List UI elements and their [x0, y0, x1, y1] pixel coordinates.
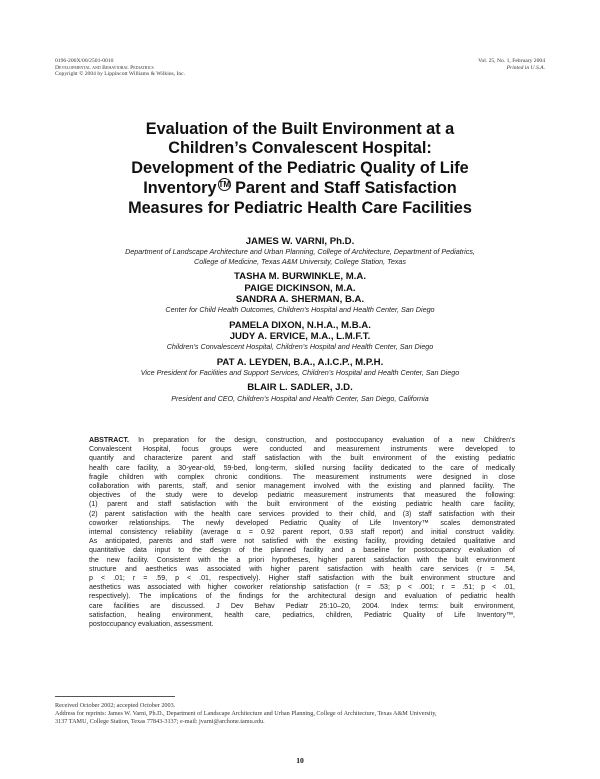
abstract-line: (2) parent satisfaction with the health care services provided to their child, and (3) staff satisfaction with their — [89, 510, 515, 518]
printed-in: Printed in U.S.A. — [506, 64, 545, 71]
abstract-line: aesthetics was associated with higher coworker relationship satisfaction (r = .53; p < .001; r = .51; p < .01, — [89, 584, 515, 592]
footnote-divider — [55, 696, 175, 697]
abstract-line: quantify and characterize parent and staff satisfaction with the built environment of the existing pediatric — [89, 455, 515, 463]
title-line-1: Evaluation of the Built Environment at a — [145, 120, 455, 138]
author-dixon: PAMELA DIXON, N.H.A., M.B.A. — [229, 319, 371, 331]
affiliation-3: Children’s Convalescent Hospital, Children’s Hospital and Health Center, San Diego — [166, 342, 434, 351]
abstract-line: the new facility. Consistent with the a priori hypotheses, higher parent satisfaction with the built environment — [89, 556, 515, 564]
trademark-symbol: TM — [218, 180, 231, 190]
author-ervice: JUDY A. ERVICE, M.A., L.M.F.T. — [229, 330, 371, 342]
affiliation-2: Center for Child Health Outcomes, Children’s Hospital and Health Center, San Diego — [165, 305, 435, 314]
author-sadler: BLAIR L. SADLER, J.D. — [247, 382, 353, 394]
abstract-line: collaboration with parents, staff, and senior management involved with the existing and planned facility. The — [89, 483, 515, 491]
affiliation-1b: College of Medicine, Texas A&M University, College Station, Texas — [194, 256, 406, 266]
abstract — [89, 436, 515, 629]
journal-name: Developmental and Behavioral Pediatrics — [55, 64, 154, 71]
author-block — [0, 236, 600, 403]
volume-issue: Vol. 25, No. 1, February 2004 — [478, 58, 545, 64]
affiliation-1a: Department of Landscape Architecture and Urban Planning, College of Architecture, Department of Pediatrics, — [125, 247, 475, 257]
author-burwinkle: TASHA M. BURWINKLE, M.A. — [234, 271, 366, 283]
abstract-label: ABSTRACT. — [89, 437, 129, 444]
reprint-address-1: Address for reprints: James W. Varni, Ph.D., Department of Landscape Architecture and Urban Planning, College of Architecture, Texas A&M University, — [55, 710, 437, 718]
reprint-address-2: 3137 TAMU, College Station, Texas 77843-3137; e-mail: jvarni@archone.tamu.edu. — [55, 718, 265, 726]
abstract-line: p < .01; r = .59, p < .01, respectively). Higher staff satisfaction with the built environment structure and — [89, 575, 515, 583]
abstract-line: quantitative data input to the design of the planned facility and a baseline for postoccupancy evaluation of — [89, 547, 515, 555]
issn-line: 0196-206X/00/2501-0010 — [55, 58, 114, 64]
affiliation-5: President and CEO, Children’s Hospital and Health Center, San Diego, California — [171, 393, 429, 403]
abstract-line: satisfaction, healing environment, health care, pediatrics, children, Pediatric Quality of Life Inventory™, — [89, 611, 515, 619]
author-varni: JAMES W. VARNI, Ph.D. — [245, 236, 355, 247]
abstract-line: Convalescent Hospital, focus groups were conducted and measurement instruments were developed to — [89, 446, 515, 454]
author-dickinson: PAIGE DICKINSON, M.A. — [244, 282, 356, 294]
author-leyden: PAT A. LEYDEN, B.A., A.I.C.P., M.P.H. — [216, 356, 384, 368]
title-line-3: Development of the Pediatric Quality of Life — [131, 158, 469, 177]
abstract-line: structure and aesthetics was associated with higher parent satisfaction with health care services (r = .54, — [89, 565, 515, 573]
title-line-5: Measures for Pediatric Health Care Facilities — [128, 198, 472, 217]
running-header-left — [55, 58, 185, 78]
title-inventory: Inventory — [143, 179, 217, 198]
abstract-line: respectively). The implications of the findings for the architectural design and evaluation of pediatric health — [89, 593, 515, 601]
abstract-line: internal consistency reliability (average α = 0.92 parent report, 0.93 staff report) and initial construct validity. — [89, 529, 515, 537]
title-line-2: Children’s Convalescent Hospital: — [168, 139, 432, 158]
abstract-line: objectives of the study were to develop pediatric measurement instruments that measured the following: — [89, 492, 515, 500]
copyright-line: Copyright © 2004 by Lippincott Williams & Wilkins, Inc. — [55, 71, 186, 78]
article-title — [0, 120, 600, 218]
title-line-4-rest: Parent and Staff Satisfaction — [235, 179, 457, 198]
abstract-line: postoccupancy evaluation, assessment. — [89, 621, 214, 629]
abstract-line: As anticipated, parents and staff were not satisfied with the existing facility, providing detailed qualitative and — [89, 538, 515, 546]
footnote — [55, 702, 545, 727]
title-line-4 — [0, 178, 600, 198]
abstract-line: (1) parent and staff satisfaction with the built environment of the existing pediatric health care facility, — [89, 501, 515, 509]
affiliation-4: Vice President for Facilities and Support Services, Children’s Hospital and Health Center, San Diego — [140, 367, 460, 377]
abstract-line: ABSTRACT. In preparation for the design, construction, and postoccupancy evaluation of a new Children’s — [89, 437, 515, 444]
abstract-line: health care facility, a 30-year-old, 59-bed, long-term, skilled nursing facility dedicated to the care of medically — [89, 464, 515, 472]
abstract-line: fragile children with complex chronic conditions. The measurement instruments were designed in close — [89, 473, 515, 481]
running-header-right — [478, 58, 545, 71]
author-sherman: SANDRA A. SHERMAN, B.A. — [235, 293, 365, 305]
received-date: Received October 2002; accepted October 2003. — [55, 702, 176, 709]
page-number: 10 — [296, 756, 304, 765]
abstract-line: coworker relationships. The newly developed Pediatric Quality of Life Inventory™ scales demonstrated — [89, 519, 515, 527]
abstract-line: care facilities are discussed. J Dev Behav Pediatr 25:10–20, 2004. Index terms: built environment, — [89, 602, 515, 610]
